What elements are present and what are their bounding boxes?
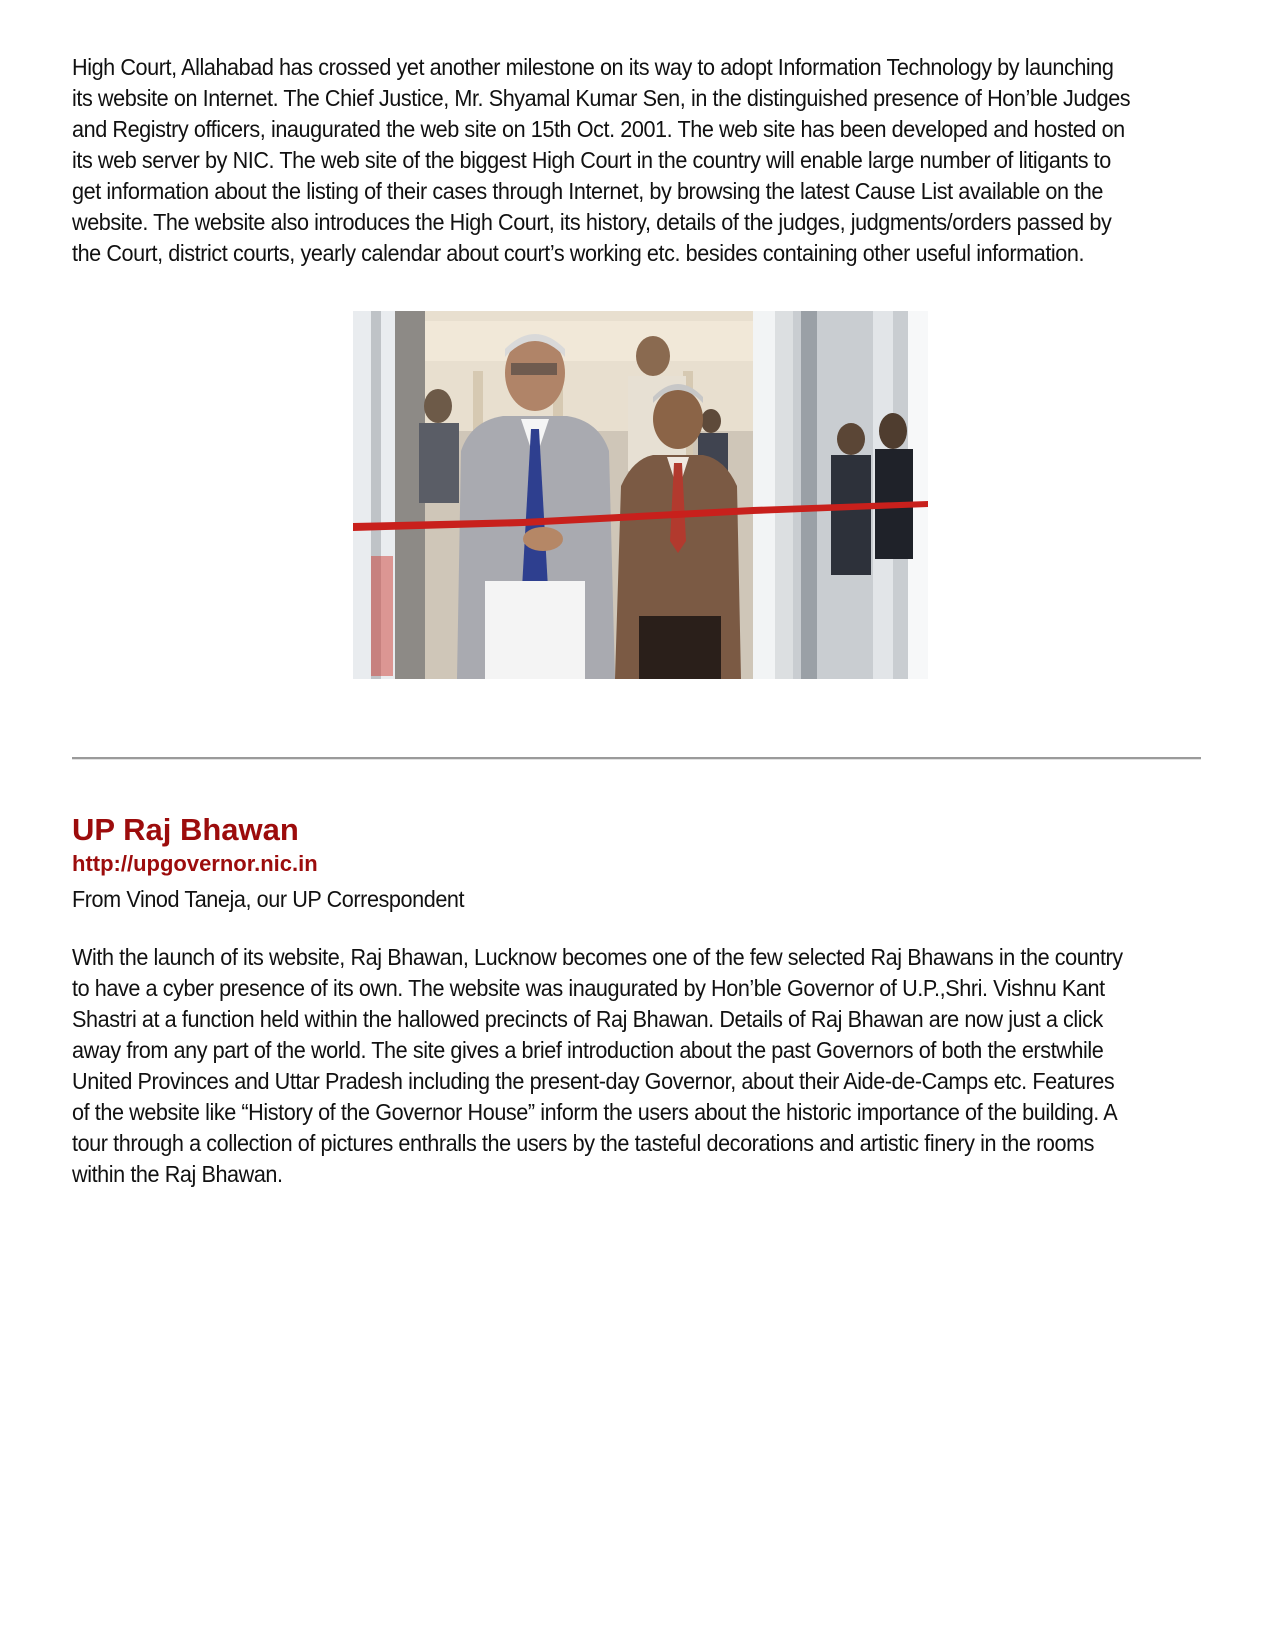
section-divider — [72, 757, 1201, 760]
intro-paragraph: High Court, Allahabad has crossed yet another milestone on its way to adopt Information Technology by launching its website on Internet. The Chief Justice, Mr. Shyamal Kumar Sen, in the distinguished presence of Hon’ble Judges and Registry officers, inaugurated the web site on 15th Oct. 2001. The web site has been developed and hosted on its web server by NIC. The web site of the biggest High Court in the country will enable large number of litigants to get information about the listing of their cases through Internet, by browsing the latest Cause List available on the website. The website also introduces the High Court, its history, details of the judges, judgments/orders passed by the Court, district courts, yearly calendar about court’s working etc. besides containing other useful information. — [72, 54, 1131, 266]
website-link[interactable]: http://upgovernor.nic.in — [72, 851, 318, 876]
raj-bhawan-paragraph: With the launch of its website, Raj Bhawan, Lucknow becomes one of the few selected Raj Bhawans in the country to have a cyber presence of its own. The website was inaugurated by Hon’ble Governor of U.P.,Shri. Vishnu Kant Shastri at a function held within the hallowed precincts of Raj Bhawan. Details of Raj Bhawan are now just a click away from any part of the world. The site gives a brief introduction about the past Governors of both the erstwhile United Provinces and Uttar Pradesh including the present-day Governor, about their Aide-de-Camps etc. Features of the website like “History of the Governor House” inform the users about the historic importance of the building. A tour through a collection of pictures enthralls the users by the tasteful decorations and artistic finery in the rooms within the Raj Bhawan. — [72, 944, 1123, 1187]
section-title: UP Raj Bhawan — [72, 812, 299, 847]
byline: From Vinod Taneja, our UP Correspondent — [72, 886, 465, 912]
inauguration-photo — [353, 311, 928, 679]
